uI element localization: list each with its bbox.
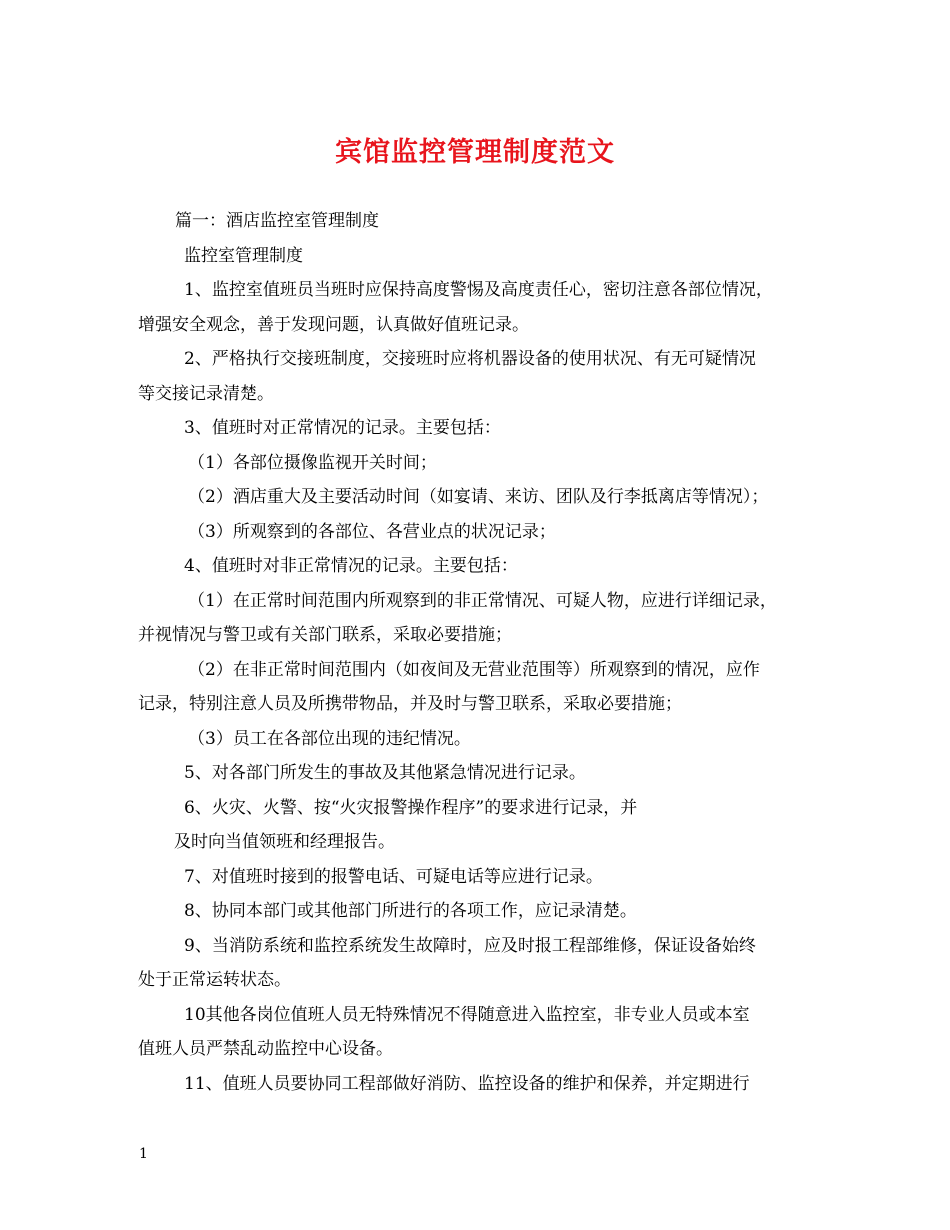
text-line: 处于正常运转状态。 [138,970,291,990]
text-line: （3）员工在各部位出现的违纪情况。 [188,728,471,749]
text-line: 5、对各部门所发生的事故及其他紧急情况进行记录。 [184,763,586,783]
text-line: 增强安全观念，善于发现问题，认真做好值班记录。 [138,314,529,335]
text-line: 11、值班人员要协同工程部做好消防、监控设备的维护和保养，并定期进行 [184,1073,750,1094]
text-line: 及时向当值领班和经理报告。 [174,832,395,852]
text-line: 1、监控室值班员当班时应保持高度警惕及高度责任心，密切注意各部位情况， [184,280,773,300]
text-line: 等交接记录清楚。 [138,383,274,404]
text-line: 7、对值班时接到的报警电话、可疑电话等应进行记录。 [184,866,603,887]
text-line: 记录，特别注意人员及所携带物品，并及时与警卫联系，采取必要措施； [138,694,682,714]
text-line: （1）在正常时间范围内所观察到的非正常情况、可疑人物，应进行详细记录， [188,590,777,611]
document-body [138,204,838,1101]
text-line: （2）在非正常时间范围内（如夜间及无营业范围等）所观察到的情况，应作 [188,659,760,680]
text-line: （2）酒店重大及主要活动时间（如宴请、来访、团队及行李抵离店等情况）； [188,487,769,507]
text-line: （3）所观察到的各部位、各营业点的状况记录； [188,521,556,542]
subsection-heading: 监控室管理制度 [184,245,303,266]
text-line: 10其他各岗位值班人员无特殊情况不得随意进入监控室，非专业人员或本室 [184,1004,750,1025]
document-title: 宾馆监控管理制度范文 [335,137,615,168]
text-line: （1）各部位摄像监视开关时间； [188,452,437,473]
text-line: 3、值班时对正常情况的记录。主要包括： [184,418,501,438]
text-line: 9、当消防系统和监控系统发生故障时，应及时报工程部维修，保证设备始终 [184,935,756,956]
text-line: 4、值班时对非正常情况的记录。主要包括： [184,556,518,576]
text-line: 8、协同本部门或其他部门所进行的各项工作，应记录清楚。 [184,901,637,921]
section-heading: 篇一：酒店监控室管理制度 [175,211,379,231]
page-number: 1 [139,1146,148,1162]
text-line: 6、火灾、火警、按“火灾报警操作程序”的要求进行记录，并 [184,797,638,818]
text-line: 值班人员严禁乱动监控中心设备。 [138,1039,393,1059]
text-line: 2、严格执行交接班制度，交接班时应将机器设备的使用状况、有无可疑情况 [184,349,756,369]
text-line: 并视情况与警卫或有关部门联系，采取必要措施； [138,625,512,645]
